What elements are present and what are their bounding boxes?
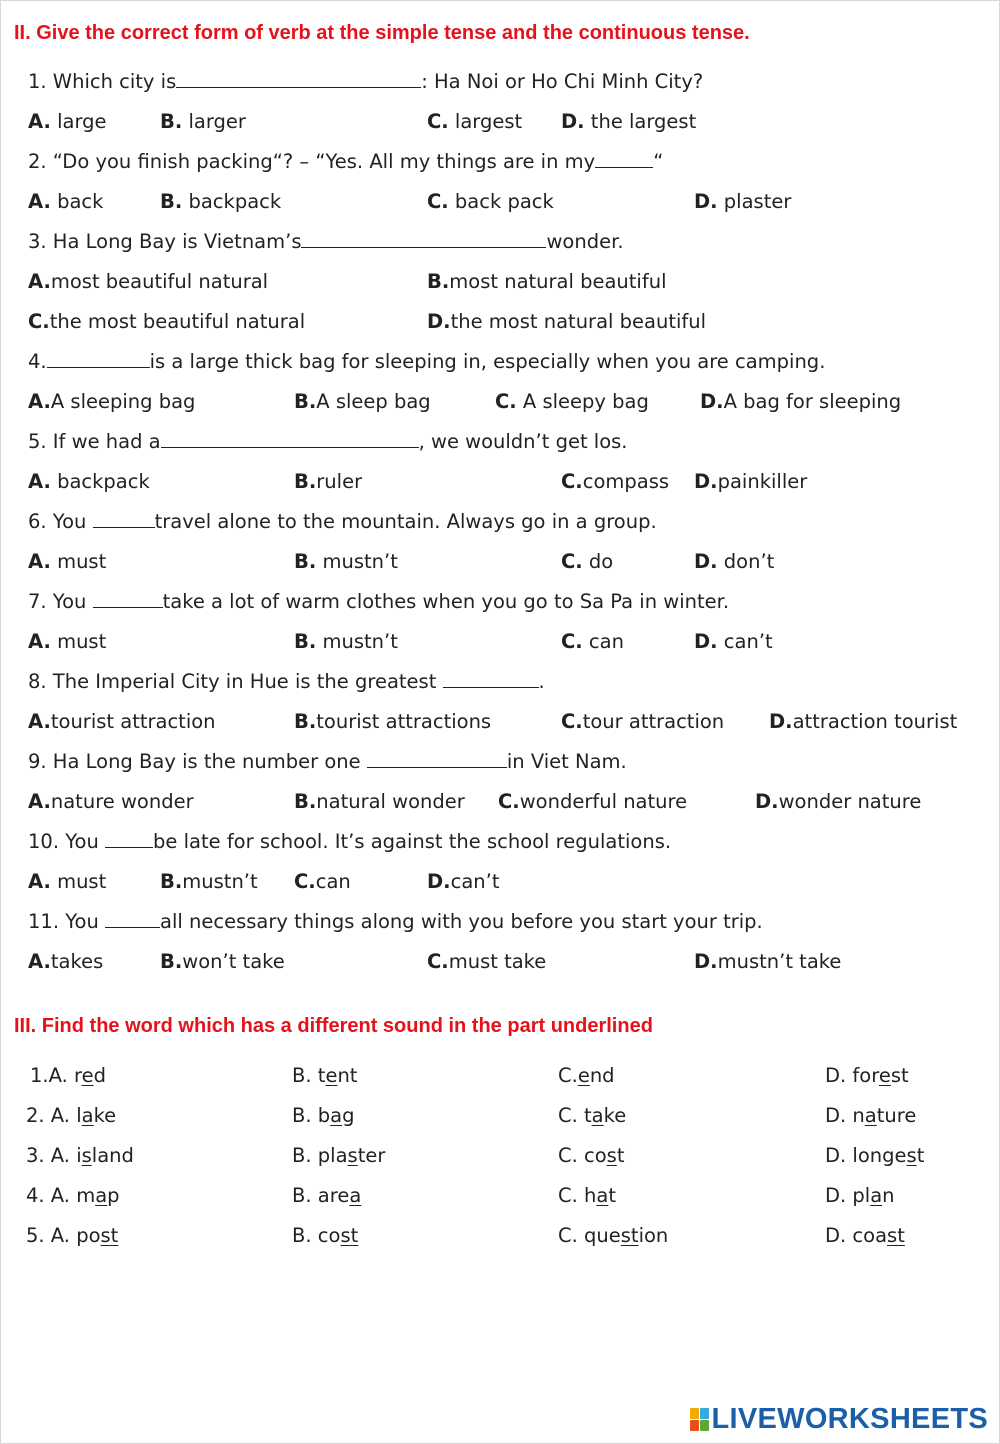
- question-6: [28, 510, 657, 533]
- option-b[interactable]: [294, 470, 362, 493]
- option-key: D.: [755, 790, 779, 813]
- question-text: 5. If we had a: [28, 430, 161, 453]
- option-b[interactable]: [294, 550, 398, 573]
- question-5: [28, 430, 628, 453]
- option-c[interactable]: [427, 950, 546, 973]
- word-part: for: [852, 1064, 879, 1087]
- word-part: r: [74, 1064, 82, 1087]
- word-part: t: [317, 1064, 326, 1087]
- option-key: C.: [561, 470, 583, 493]
- option-b[interactable]: [427, 270, 667, 293]
- question-text-end: travel alone to the mountain. Always go in a group.: [154, 510, 657, 533]
- question-4: [28, 350, 825, 373]
- option-d[interactable]: [694, 550, 774, 573]
- option-text: mustn’t: [316, 550, 398, 573]
- option-label: 2. A.: [26, 1104, 77, 1127]
- option-label: B.: [292, 1144, 318, 1167]
- option-d[interactable]: [694, 470, 807, 493]
- word-part: co: [317, 1224, 341, 1247]
- underlined-part: a: [349, 1184, 362, 1207]
- question-text-end: .: [538, 670, 545, 693]
- option-text: largest: [448, 110, 523, 133]
- question-text: 2. “Do you finish packing“? – “Yes. All my things are in my: [28, 150, 596, 173]
- option-text: painkiller: [717, 470, 808, 493]
- option-key: C.: [28, 310, 50, 333]
- pronunciation-option[interactable]: [558, 1224, 668, 1247]
- option-label: C.: [558, 1064, 578, 1087]
- question-text-end: is a large thick bag for sleeping in, especially when you are camping.: [149, 350, 826, 373]
- word-part: longe: [852, 1144, 907, 1167]
- option-text: the largest: [584, 110, 697, 133]
- option-a[interactable]: [28, 870, 106, 893]
- option-a[interactable]: [28, 550, 106, 573]
- option-text: must: [50, 630, 107, 653]
- option-text: must: [50, 870, 107, 893]
- word-part: pl: [852, 1184, 871, 1207]
- liveworksheets-icon: [690, 1408, 709, 1431]
- option-key: D.: [694, 950, 718, 973]
- option-text: tourist attractions: [316, 710, 492, 733]
- option-key: C.: [427, 190, 449, 213]
- option-b[interactable]: [294, 390, 431, 413]
- option-key: B.: [160, 870, 183, 893]
- underlined-part: s: [347, 1144, 358, 1167]
- option-text: the most beautiful natural: [49, 310, 306, 333]
- option-d[interactable]: [755, 790, 921, 813]
- word-part: po: [76, 1224, 101, 1247]
- question-text-end: wonder.: [546, 230, 624, 253]
- option-b[interactable]: [294, 630, 398, 653]
- option-text: can’t: [717, 630, 773, 653]
- option-text: attraction tourist: [792, 710, 958, 733]
- option-key: D.: [700, 390, 724, 413]
- option-label: C.: [558, 1144, 585, 1167]
- question-text: 7. You: [28, 590, 93, 613]
- option-label: B.: [292, 1224, 318, 1247]
- option-a[interactable]: [28, 270, 268, 293]
- question-text-end: take a lot of warm clothes when you go to Sa Pa in winter.: [162, 590, 730, 613]
- option-a[interactable]: [28, 630, 106, 653]
- option-c[interactable]: [427, 110, 522, 133]
- option-text: tour attraction: [582, 710, 725, 733]
- option-b[interactable]: [160, 950, 285, 973]
- option-text: the most natural beautiful: [450, 310, 707, 333]
- option-b[interactable]: [294, 790, 465, 813]
- underlined-part: e: [878, 1064, 891, 1087]
- option-key: A.: [28, 630, 51, 653]
- option-text: A sleeping bag: [50, 390, 196, 413]
- word-part: coa: [852, 1224, 888, 1247]
- question-11: [28, 910, 763, 933]
- option-key: A.: [28, 710, 51, 733]
- underlined-part: st: [340, 1224, 359, 1247]
- word-part: p: [107, 1184, 120, 1207]
- question-9: [28, 750, 627, 773]
- option-key: A.: [28, 950, 51, 973]
- option-key: B.: [294, 470, 317, 493]
- pronunciation-option[interactable]: [26, 1184, 120, 1207]
- option-c[interactable]: [561, 550, 613, 573]
- option-label: C.: [558, 1184, 585, 1207]
- option-key: A.: [28, 390, 51, 413]
- option-key: D.: [694, 630, 718, 653]
- question-text: 6. You: [28, 510, 93, 533]
- answer-blank[interactable]: [176, 72, 421, 88]
- question-text-end: : Ha Noi or Ho Chi Minh City?: [421, 70, 704, 93]
- pronunciation-option[interactable]: [558, 1184, 616, 1207]
- answer-blank[interactable]: [93, 512, 155, 528]
- pronunciation-option[interactable]: [825, 1144, 924, 1167]
- underlined-part: e: [81, 1064, 94, 1087]
- option-key: B.: [160, 950, 183, 973]
- option-key: D.: [694, 470, 718, 493]
- word-part: t: [616, 1144, 625, 1167]
- option-text: most beautiful natural: [50, 270, 269, 293]
- option-key: C.: [498, 790, 520, 813]
- question-text: 4.: [28, 350, 47, 373]
- pronunciation-option[interactable]: [26, 1104, 116, 1127]
- question-text-end: , we wouldn’t get los.: [418, 430, 628, 453]
- question-text-end: be late for school. It’s against the school regulations.: [153, 830, 672, 853]
- question-text-end: all necessary things along with you before you start your trip.: [160, 910, 763, 933]
- option-text: mustn’t: [182, 870, 258, 893]
- word-part: t: [916, 1144, 925, 1167]
- option-text: nature wonder: [50, 790, 194, 813]
- option-text: wonderful nature: [519, 790, 688, 813]
- option-key: D.: [427, 870, 451, 893]
- liveworksheets-logo: [690, 1403, 989, 1436]
- option-text: tourist attraction: [50, 710, 216, 733]
- question-3: [28, 230, 624, 253]
- word-part: pla: [317, 1144, 348, 1167]
- answer-blank[interactable]: [301, 232, 546, 248]
- word-part: are: [317, 1184, 350, 1207]
- option-text: A sleep bag: [316, 390, 431, 413]
- word-part: h: [584, 1184, 597, 1207]
- question-text: 11. You: [28, 910, 106, 933]
- option-label: C.: [558, 1224, 585, 1247]
- option-label: B.: [292, 1184, 318, 1207]
- option-key: C.: [294, 870, 316, 893]
- section-2-heading: II. Give the correct form of verb at the simple tense and the continuous tense.: [14, 22, 750, 44]
- option-key: C.: [561, 550, 583, 573]
- option-text: takes: [50, 950, 104, 973]
- underlined-part: a: [330, 1104, 343, 1127]
- pronunciation-option[interactable]: [558, 1104, 626, 1127]
- option-key: C.: [427, 110, 449, 133]
- option-label: D.: [825, 1104, 853, 1127]
- option-text: ruler: [316, 470, 363, 493]
- option-label: D.: [825, 1064, 853, 1087]
- option-text: won’t take: [182, 950, 285, 973]
- pronunciation-option[interactable]: [825, 1184, 895, 1207]
- underlined-part: e: [325, 1064, 338, 1087]
- option-text: backpack: [182, 190, 282, 213]
- option-text: plaster: [717, 190, 792, 213]
- option-text: do: [582, 550, 614, 573]
- pronunciation-option[interactable]: [26, 1144, 134, 1167]
- answer-blank[interactable]: [595, 152, 653, 168]
- underlined-part: st: [620, 1224, 639, 1247]
- pronunciation-option[interactable]: [292, 1184, 361, 1207]
- option-label: D.: [825, 1144, 853, 1167]
- logo-text: LIVEWORKSHEETS: [711, 1403, 988, 1435]
- word-part: t: [584, 1104, 592, 1127]
- option-text: must: [50, 550, 107, 573]
- option-key: D.: [561, 110, 585, 133]
- word-part: land: [91, 1144, 134, 1167]
- underlined-part: s: [81, 1144, 92, 1167]
- option-a[interactable]: [28, 470, 150, 493]
- option-key: D.: [769, 710, 793, 733]
- pronunciation-option[interactable]: [292, 1144, 385, 1167]
- pronunciation-option[interactable]: [30, 1064, 106, 1087]
- question-text: 8. The Imperial City in Hue is the greatest: [28, 670, 443, 693]
- question-text: 10. You: [28, 830, 106, 853]
- question-7: [28, 590, 729, 613]
- option-label: C.: [558, 1104, 585, 1127]
- underlined-part: a: [864, 1104, 877, 1127]
- option-text: must take: [448, 950, 547, 973]
- answer-blank[interactable]: [105, 832, 153, 848]
- answer-blank[interactable]: [105, 912, 160, 928]
- option-text: compass: [582, 470, 670, 493]
- underlined-part: s: [606, 1144, 617, 1167]
- option-d[interactable]: [700, 390, 901, 413]
- option-text: most natural beautiful: [449, 270, 667, 293]
- word-part: nt: [337, 1064, 358, 1087]
- option-key: A.: [28, 470, 51, 493]
- question-text: 3. Ha Long Bay is Vietnam’s: [28, 230, 302, 253]
- option-label: 1.A.: [30, 1064, 74, 1087]
- pronunciation-option[interactable]: [292, 1224, 358, 1247]
- option-key: D.: [694, 550, 718, 573]
- underlined-part: e: [577, 1064, 590, 1087]
- pronunciation-option[interactable]: [825, 1224, 905, 1247]
- option-label: D.: [825, 1224, 853, 1247]
- pronunciation-option[interactable]: [558, 1144, 625, 1167]
- pronunciation-option[interactable]: [825, 1064, 909, 1087]
- option-key: B.: [427, 270, 450, 293]
- option-text: A bag for sleeping: [723, 390, 902, 413]
- question-text: 9. Ha Long Bay is the number one: [28, 750, 367, 773]
- option-key: B.: [294, 710, 317, 733]
- question-text: 1. Which city is: [28, 70, 177, 93]
- answer-blank[interactable]: [443, 672, 539, 688]
- option-key: A.: [28, 790, 51, 813]
- option-c[interactable]: [561, 630, 624, 653]
- option-label: 5. A.: [26, 1224, 77, 1247]
- option-c[interactable]: [294, 870, 351, 893]
- underlined-part: a: [870, 1184, 883, 1207]
- underlined-part: a: [591, 1104, 604, 1127]
- option-key: C.: [495, 390, 517, 413]
- option-a[interactable]: [28, 950, 103, 973]
- option-c[interactable]: [561, 710, 724, 733]
- question-2: [28, 150, 663, 173]
- option-b[interactable]: [294, 710, 491, 733]
- option-label: 3. A.: [26, 1144, 77, 1167]
- option-key: A.: [28, 110, 51, 133]
- option-text: backpack: [50, 470, 150, 493]
- underlined-part: st: [100, 1224, 119, 1247]
- option-d[interactable]: [561, 110, 696, 133]
- option-text: wonder nature: [778, 790, 922, 813]
- option-d[interactable]: [694, 190, 791, 213]
- word-part: i: [76, 1144, 82, 1167]
- option-key: B.: [160, 110, 183, 133]
- option-text: can’t: [450, 870, 500, 893]
- pronunciation-option[interactable]: [292, 1104, 355, 1127]
- option-text: back pack: [448, 190, 554, 213]
- question-1: [28, 70, 703, 93]
- word-part: g: [342, 1104, 355, 1127]
- underlined-part: st: [887, 1224, 905, 1247]
- word-part: nd: [589, 1064, 615, 1087]
- word-part: l: [76, 1104, 82, 1127]
- word-part: n: [882, 1184, 895, 1207]
- option-text: can: [315, 870, 351, 893]
- option-c[interactable]: [498, 790, 687, 813]
- underlined-part: a: [596, 1184, 609, 1207]
- underlined-part: a: [81, 1104, 94, 1127]
- option-key: A.: [28, 190, 51, 213]
- option-label: D.: [825, 1184, 853, 1207]
- option-a[interactable]: [28, 790, 194, 813]
- option-text: natural wonder: [316, 790, 465, 813]
- option-d[interactable]: [694, 950, 841, 973]
- question-text-end: “: [653, 150, 664, 173]
- pronunciation-option[interactable]: [26, 1224, 118, 1247]
- answer-blank[interactable]: [161, 432, 419, 448]
- word-part: b: [317, 1104, 331, 1127]
- option-key: B.: [294, 630, 317, 653]
- word-part: n: [852, 1104, 865, 1127]
- option-key: C.: [427, 950, 449, 973]
- option-c[interactable]: [427, 190, 554, 213]
- option-a[interactable]: [28, 710, 216, 733]
- underlined-part: s: [906, 1144, 917, 1167]
- underlined-part: a: [95, 1184, 108, 1207]
- option-text: large: [50, 110, 107, 133]
- option-d[interactable]: [769, 710, 957, 733]
- option-text: larger: [182, 110, 246, 133]
- word-part: st: [890, 1064, 909, 1087]
- answer-blank[interactable]: [93, 592, 163, 608]
- option-key: B.: [294, 550, 317, 573]
- word-part: ke: [93, 1104, 117, 1127]
- question-8: [28, 670, 545, 693]
- option-c[interactable]: [561, 470, 669, 493]
- answer-blank[interactable]: [367, 752, 507, 768]
- pronunciation-option[interactable]: [825, 1104, 916, 1127]
- option-b[interactable]: [160, 190, 281, 213]
- question-text-end: in Viet Nam.: [506, 750, 627, 773]
- option-text: don’t: [717, 550, 775, 573]
- option-a[interactable]: [28, 110, 107, 133]
- word-part: t: [608, 1184, 616, 1207]
- option-b[interactable]: [160, 870, 258, 893]
- section-3-heading: III. Find the word which has a different sound in the part underlined: [14, 1015, 653, 1037]
- option-key: D.: [427, 310, 451, 333]
- word-part: ter: [357, 1144, 386, 1167]
- option-label: B.: [292, 1104, 318, 1127]
- word-part: ke: [603, 1104, 627, 1127]
- option-c[interactable]: [495, 390, 649, 413]
- option-key: C.: [561, 630, 583, 653]
- option-a[interactable]: [28, 190, 103, 213]
- option-b[interactable]: [160, 110, 246, 133]
- option-d[interactable]: [694, 630, 773, 653]
- option-label: B.: [292, 1064, 318, 1087]
- option-key: B.: [294, 790, 317, 813]
- option-key: A.: [28, 550, 51, 573]
- option-a[interactable]: [28, 390, 195, 413]
- option-key: B.: [160, 190, 183, 213]
- answer-blank[interactable]: [47, 352, 150, 368]
- option-text: A sleepy bag: [516, 390, 649, 413]
- option-label: 4. A.: [26, 1184, 77, 1207]
- option-d[interactable]: [427, 870, 499, 893]
- word-part: ture: [876, 1104, 917, 1127]
- option-key: B.: [294, 390, 317, 413]
- option-text: can: [582, 630, 624, 653]
- option-text: mustn’t: [316, 630, 398, 653]
- option-key: A.: [28, 870, 51, 893]
- option-key: C.: [561, 710, 583, 733]
- word-part: co: [584, 1144, 607, 1167]
- word-part: que: [584, 1224, 621, 1247]
- option-text: back: [50, 190, 104, 213]
- option-c[interactable]: [28, 310, 305, 333]
- word-part: d: [93, 1064, 106, 1087]
- option-d[interactable]: [427, 310, 706, 333]
- pronunciation-option[interactable]: [292, 1064, 357, 1087]
- option-key: A.: [28, 270, 51, 293]
- word-part: ion: [638, 1224, 669, 1247]
- word-part: m: [76, 1184, 96, 1207]
- question-10: [28, 830, 671, 853]
- option-text: mustn’t take: [717, 950, 842, 973]
- pronunciation-option[interactable]: [558, 1064, 615, 1087]
- option-key: D.: [694, 190, 718, 213]
